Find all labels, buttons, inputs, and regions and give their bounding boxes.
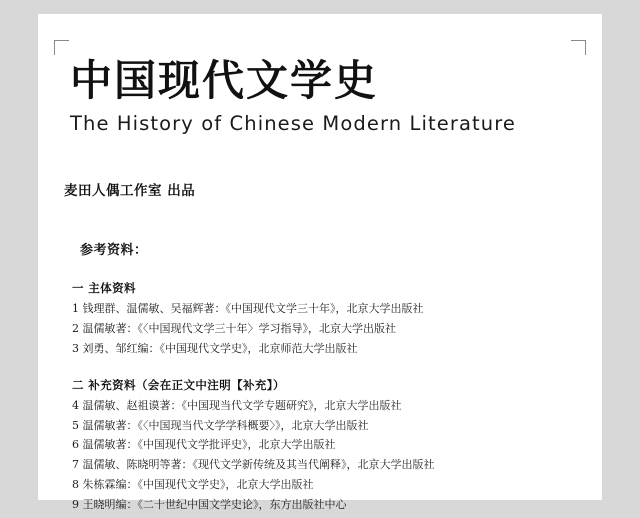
page-title-chinese: 中国现代文学史 bbox=[70, 56, 379, 105]
document-content bbox=[38, 14, 602, 518]
list-item: 7 温儒敏、陈晓明等著：《现代文学新传统及其当代阐释》，北京大学出版社 bbox=[72, 458, 435, 472]
reference-group-primary bbox=[38, 280, 602, 357]
list-item: 8 朱栋霖编：《中国现代文学史》，北京大学出版社 bbox=[72, 478, 314, 492]
document-page bbox=[38, 14, 602, 511]
list-item: 3 刘勇、邹红编：《中国现代文学史》，北京师范大学出版社 bbox=[72, 341, 358, 355]
list-item: 1 钱理群、温儒敏、吴福辉著：《中国现代文学三十年》，北京大学出版社 bbox=[72, 302, 424, 316]
reference-group-supplementary bbox=[38, 377, 602, 513]
studio-credit: 麦田人偶工作室 出品 bbox=[64, 183, 196, 200]
page-title-english: The History of Chinese Modern Literature bbox=[70, 112, 516, 136]
references-heading: 参考资料： bbox=[80, 243, 148, 259]
list-item: 2 温儒敏著：《〈中国现代文学三十年〉学习指导》，北京大学出版社 bbox=[72, 322, 396, 336]
group-heading: 一 主体资料 bbox=[72, 281, 136, 296]
list-item: 9 王晓明编：《二十世纪中国文学史论》，东方出版社中心 bbox=[72, 497, 347, 511]
list-item: 6 温儒敏著：《中国现代文学批评史》，北京大学出版社 bbox=[72, 438, 336, 452]
list-item: 4 温儒敏、赵祖谟著：《中国现当代文学专题研究》，北京大学出版社 bbox=[72, 398, 402, 412]
list-item: 5 温儒敏著：《〈中国现当代文学学科概要〉》，北京大学出版社 bbox=[72, 418, 369, 432]
group-heading: 二 补充资料（会在正文中注明【补充】） bbox=[72, 377, 285, 392]
